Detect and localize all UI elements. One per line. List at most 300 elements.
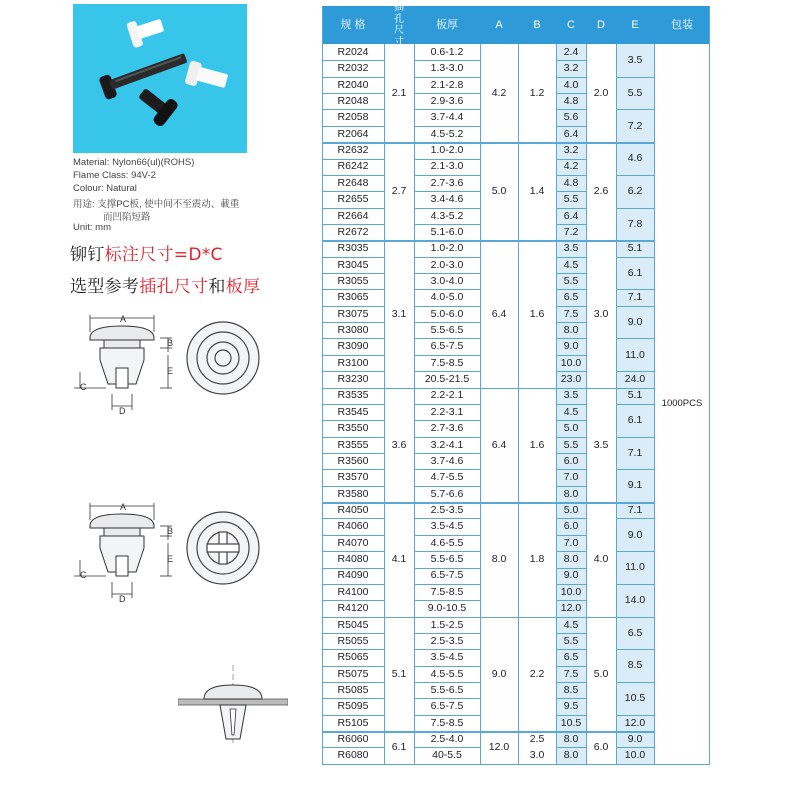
e-line — [616, 518, 654, 519]
cell-thickness: 6.5-7.5 — [430, 340, 464, 353]
row-line — [556, 469, 586, 470]
cell-spec: R2064 — [337, 127, 369, 140]
cell-e: 5.1 — [627, 389, 643, 402]
cell-c: 5.5 — [563, 634, 579, 647]
col-line — [518, 44, 519, 764]
row-line — [414, 649, 480, 650]
cell-c: 6.5 — [563, 291, 579, 304]
cell-thickness: 4.0-5.0 — [430, 291, 464, 304]
cell-c: 10.0 — [560, 356, 582, 369]
cell-e: 5.5 — [627, 86, 643, 99]
row-line — [556, 208, 586, 209]
row-line — [322, 208, 384, 209]
cell-spec: R4100 — [337, 585, 369, 598]
edge-line — [709, 6, 710, 764]
e-line — [616, 437, 654, 438]
row-line — [322, 437, 384, 438]
row-line — [556, 600, 586, 601]
cell-c: 8.0 — [563, 733, 579, 746]
cell-c: 12.0 — [560, 602, 582, 615]
cell-thickness: 3.5-4.5 — [430, 651, 464, 664]
row-line — [556, 289, 586, 290]
row-line — [414, 486, 480, 487]
cell-thickness: 3.5-4.5 — [430, 520, 464, 533]
cell-d: 3.5 — [593, 438, 609, 451]
cell-spec: R2672 — [337, 225, 369, 238]
cell-thickness: 5.5-6.5 — [430, 553, 464, 566]
col-line — [586, 44, 587, 764]
product-photo — [73, 4, 247, 153]
dim-label-b: B — [167, 338, 174, 348]
e-line — [616, 257, 654, 258]
row-line — [414, 77, 480, 78]
cell-thickness: 5.5-6.5 — [430, 324, 464, 337]
cell-thickness: 2.9-3.6 — [430, 95, 464, 107]
cell-c: 6.0 — [563, 454, 579, 467]
cell-spec: R5075 — [337, 667, 369, 680]
cell-thickness: 5.7-6.6 — [430, 487, 464, 500]
header-hole-size: 插孔尺寸 — [394, 2, 404, 48]
row-line — [322, 535, 384, 536]
row-line — [556, 338, 586, 339]
cell-spec: R3055 — [337, 274, 369, 287]
cell-thickness: 4.5-5.5 — [430, 667, 464, 680]
cell-c: 5.5 — [563, 274, 579, 287]
row-line — [322, 469, 384, 470]
cell-spec: R5055 — [337, 634, 369, 647]
callout-and: 和 — [208, 277, 226, 297]
cell-spec: R6080 — [337, 749, 369, 762]
cell-hole: 4.1 — [391, 553, 407, 566]
group-line — [322, 731, 654, 733]
edge-line — [322, 6, 323, 764]
cell-spec: R6060 — [337, 733, 369, 746]
cell-spec: R3555 — [337, 438, 369, 451]
cell-spec: R3080 — [337, 324, 369, 337]
row-line — [322, 584, 384, 585]
row-line — [556, 175, 586, 176]
row-line — [556, 747, 586, 748]
cell-thickness: 5.1-6.0 — [430, 225, 464, 238]
group-line — [322, 388, 654, 390]
group-line — [322, 240, 654, 242]
e-line — [616, 306, 654, 307]
cell-spec: R5045 — [337, 618, 369, 631]
dim-label-d: D — [119, 594, 126, 604]
row-line — [414, 109, 480, 110]
cell-a: 8.0 — [491, 553, 507, 566]
row-line — [414, 453, 480, 454]
cell-spec: R3090 — [337, 340, 369, 353]
cell-hole: 3.6 — [391, 438, 407, 451]
cell-c: 7.5 — [563, 667, 579, 680]
cell-b: 1.6 — [529, 438, 545, 451]
cell-e: 12.0 — [624, 716, 646, 729]
cell-spec: R4060 — [337, 520, 369, 533]
row-line — [556, 518, 586, 519]
row-line — [322, 551, 384, 552]
row-line — [556, 715, 586, 716]
row-line — [322, 518, 384, 519]
cell-c: 9.5 — [563, 700, 579, 713]
col-line — [556, 44, 557, 764]
cell-spec: R2032 — [337, 62, 369, 75]
row-line — [322, 420, 384, 421]
row-line — [322, 126, 384, 127]
row-line — [414, 747, 480, 748]
cell-hole: 3.1 — [391, 307, 407, 320]
cell-spec: R4070 — [337, 536, 369, 549]
cell-thickness: 2.2-3.1 — [430, 405, 464, 418]
row-line — [556, 584, 586, 585]
e-line — [616, 584, 654, 585]
cell-d: 6.0 — [593, 741, 609, 754]
row-line — [556, 551, 586, 552]
cell-spec: R3035 — [337, 242, 369, 255]
dim-label-b: B — [167, 526, 174, 536]
cell-e: 9.0 — [627, 528, 643, 541]
e-line — [616, 469, 654, 470]
callout-hole-size: 插孔尺寸 — [139, 277, 209, 297]
cell-d: 3.0 — [593, 307, 609, 320]
row-line — [414, 698, 480, 699]
cell-spec: R3560 — [337, 454, 369, 467]
spec-table — [322, 2, 710, 791]
row-line — [414, 584, 480, 585]
e-line — [616, 747, 654, 748]
rivet-top-drawing-2 — [183, 508, 263, 588]
cell-c: 5.5 — [563, 438, 579, 451]
row-line — [322, 289, 384, 290]
cell-a: 6.4 — [491, 438, 507, 451]
cell-thickness: 1.0-2.0 — [430, 144, 464, 157]
e-line — [616, 649, 654, 650]
e-line — [616, 77, 654, 78]
row-line — [556, 437, 586, 438]
row-line — [414, 666, 480, 667]
e-line — [616, 175, 654, 176]
callout-selection — [70, 272, 260, 297]
row-line — [414, 273, 480, 274]
cell-c: 2.4 — [563, 45, 579, 58]
cell-spec: R2024 — [337, 45, 369, 58]
cell-c: 4.5 — [563, 618, 579, 631]
group-line — [322, 502, 654, 504]
row-line — [322, 77, 384, 78]
cell-thickness: 2.1-2.8 — [430, 78, 464, 91]
cell-c: 6.5 — [563, 651, 579, 664]
cell-c: 4.5 — [563, 258, 579, 271]
cell-e: 7.8 — [627, 217, 643, 230]
cell-hole: 5.1 — [391, 667, 407, 680]
cell-c: 4.8 — [563, 176, 579, 189]
row-line — [556, 77, 586, 78]
dim-label-c: C — [80, 382, 87, 392]
cell-thickness: 4.5-5.2 — [430, 127, 464, 140]
cell-b: 2.2 — [529, 667, 545, 680]
cell-a: 9.0 — [491, 667, 507, 680]
cell-thickness: 2.1-3.0 — [430, 160, 464, 173]
row-line — [322, 682, 384, 683]
cell-spec: R3570 — [337, 471, 369, 484]
cell-e: 14.0 — [624, 593, 646, 606]
col-line — [654, 44, 655, 764]
cell-spec: R4050 — [337, 504, 369, 516]
cell-thickness: 3.7-4.4 — [430, 111, 464, 124]
row-line — [414, 355, 480, 356]
col-line — [414, 44, 415, 764]
row-line — [556, 486, 586, 487]
row-line — [322, 453, 384, 454]
row-line — [556, 371, 586, 372]
group-line — [322, 617, 654, 619]
dim-label-c: C — [80, 570, 87, 580]
cell-b: 1.6 — [529, 307, 545, 320]
callout-dimension — [70, 240, 223, 265]
cell-hole: 2.1 — [391, 86, 407, 99]
cell-e: 7.1 — [627, 446, 643, 459]
dim-label-e: E — [167, 366, 174, 376]
cell-spec: R3545 — [337, 405, 369, 418]
row-line — [322, 666, 384, 667]
cell-thickness: 7.5-8.5 — [430, 356, 464, 369]
cell-spec: R5105 — [337, 716, 369, 729]
row-line — [414, 224, 480, 225]
row-line — [414, 535, 480, 536]
row-line — [556, 322, 586, 323]
cell-c: 6.4 — [563, 127, 579, 140]
row-line — [556, 355, 586, 356]
row-line — [414, 60, 480, 61]
header-d: D — [597, 18, 605, 31]
e-line — [616, 338, 654, 339]
row-line — [556, 633, 586, 634]
cell-a: 6.4 — [491, 307, 507, 320]
cell-e: 24.0 — [624, 373, 646, 386]
cell-c: 3.5 — [563, 389, 579, 402]
cell-c: 9.0 — [563, 569, 579, 582]
cell-spec: R2632 — [337, 144, 369, 157]
header-a: A — [495, 18, 503, 31]
cell-c: 9.0 — [563, 340, 579, 353]
row-line — [556, 159, 586, 160]
cell-e: 11.0 — [625, 348, 645, 361]
row-line — [414, 289, 480, 290]
row-line — [414, 715, 480, 716]
cell-e: 6.5 — [627, 626, 643, 639]
material-text: Material: Nylon66(ul)(ROHS) — [73, 157, 195, 168]
cell-d: 2.0 — [593, 86, 609, 99]
cell-d: 4.0 — [593, 553, 609, 566]
row-line — [322, 715, 384, 716]
cell-thickness: 4.6-5.5 — [430, 536, 464, 549]
cell-spec: R2048 — [337, 95, 369, 107]
row-line — [322, 404, 384, 405]
cell-thickness: 0.6-1.2 — [430, 45, 464, 58]
cell-thickness: 2.0-3.0 — [430, 258, 464, 271]
cell-spec: R2040 — [337, 78, 369, 91]
cell-c: 4.2 — [563, 160, 579, 173]
cell-a: 5.0 — [491, 184, 507, 197]
cell-spec: R3100 — [337, 356, 369, 369]
rivet-installed-drawing — [178, 665, 288, 745]
cell-thickness: 20.5-21.5 — [424, 373, 470, 386]
cell-c: 23.0 — [560, 373, 582, 386]
row-line — [322, 698, 384, 699]
cell-e: 9.0 — [627, 315, 643, 328]
colour-text: Colour: Natural — [73, 183, 137, 194]
row-line — [414, 600, 480, 601]
cell-thickness: 3.7-4.6 — [430, 454, 464, 467]
cell-c: 8.0 — [563, 553, 579, 566]
row-line — [414, 93, 480, 94]
cell-e: 8.5 — [627, 659, 643, 672]
cell-thickness: 3.4-4.6 — [430, 193, 464, 206]
col-line — [616, 44, 617, 764]
row-line — [556, 306, 586, 307]
cell-e: 6.1 — [627, 414, 643, 427]
cell-c: 4.8 — [563, 95, 579, 107]
row-line — [414, 682, 480, 683]
row-line — [322, 273, 384, 274]
cell-thickness: 2.7-3.6 — [430, 176, 464, 189]
cell-c: 6.4 — [563, 209, 579, 222]
row-line — [322, 371, 384, 372]
cell-spec: R2648 — [337, 176, 369, 189]
cell-spec: R3075 — [337, 307, 369, 320]
cell-b: 1.2 — [529, 86, 545, 99]
cell-spec: R2058 — [337, 111, 369, 124]
header-c: C — [567, 18, 575, 31]
cell-c: 7.2 — [563, 225, 579, 238]
row-line — [322, 93, 384, 94]
cell-c: 4.0 — [563, 78, 579, 91]
row-line — [556, 404, 586, 405]
cell-spec: R3550 — [337, 422, 369, 435]
row-line — [556, 453, 586, 454]
cell-spec: R5065 — [337, 651, 369, 664]
row-line — [322, 486, 384, 487]
unit-text: Unit: mm — [73, 222, 111, 233]
row-line — [556, 224, 586, 225]
row-line — [322, 747, 384, 748]
cell-c: 10.5 — [560, 716, 582, 729]
row-line — [322, 306, 384, 307]
cell-c: 3.2 — [563, 144, 579, 157]
header-board-thickness: 板厚 — [436, 18, 458, 31]
rivet-top-drawing-1 — [183, 318, 263, 398]
row-line — [414, 208, 480, 209]
row-line — [322, 568, 384, 569]
row-line — [414, 518, 480, 519]
cell-spec: R3230 — [337, 373, 369, 386]
cell-e: 9.1 — [627, 479, 643, 492]
cell-spec: R4080 — [337, 553, 369, 566]
row-line — [556, 109, 586, 110]
cell-thickness: 40-5.5 — [432, 749, 462, 762]
row-line — [414, 633, 480, 634]
cell-thickness: 5.5-6.5 — [430, 683, 464, 696]
cell-packing: 1000PCS — [661, 398, 703, 410]
cell-b: 2.5 — [529, 733, 545, 746]
row-line — [322, 109, 384, 110]
row-line — [556, 93, 586, 94]
cell-c: 5.6 — [563, 111, 579, 124]
callout-selection-ref: 选型参考 — [70, 277, 140, 297]
cell-c: 7.5 — [563, 307, 579, 320]
row-line — [556, 60, 586, 61]
cell-thickness: 9.0-10.5 — [427, 602, 467, 615]
header-b: B — [533, 18, 541, 31]
cell-c: 3.5 — [563, 242, 579, 255]
row-line — [556, 568, 586, 569]
cell-c: 7.0 — [563, 536, 579, 549]
row-line — [556, 273, 586, 274]
cell-thickness: 2.5-3.5 — [430, 504, 464, 516]
cell-spec: R3535 — [337, 389, 369, 402]
cell-thickness: 6.5-7.5 — [430, 700, 464, 713]
cell-c: 8.0 — [563, 749, 579, 762]
bottom-line — [322, 764, 710, 765]
cell-spec: R2655 — [337, 193, 369, 206]
row-line — [322, 338, 384, 339]
cell-spec: R4090 — [337, 569, 369, 582]
e-line — [616, 371, 654, 372]
row-line — [414, 126, 480, 127]
col-line — [384, 44, 385, 764]
cell-spec: R2664 — [337, 209, 369, 222]
row-line — [556, 535, 586, 536]
row-line — [322, 600, 384, 601]
row-line — [414, 322, 480, 323]
cell-b: 1.4 — [529, 184, 545, 197]
row-line — [414, 437, 480, 438]
row-line — [322, 322, 384, 323]
cell-thickness: 2.7-3.6 — [430, 422, 464, 435]
cell-e: 6.1 — [627, 266, 643, 279]
row-line — [322, 60, 384, 61]
row-line — [556, 698, 586, 699]
callout-dimension-formula: 标注尺寸=D*C — [104, 245, 223, 265]
row-line — [556, 649, 586, 650]
cell-c: 3.2 — [563, 62, 579, 75]
cell-thickness: 4.7-5.5 — [430, 471, 464, 484]
rivet-side-drawing-2 — [70, 498, 190, 608]
row-line — [414, 568, 480, 569]
row-line — [414, 420, 480, 421]
dim-label-a: A — [120, 502, 127, 512]
row-line — [414, 306, 480, 307]
header-e: E — [631, 18, 639, 31]
rivet-side-drawing-1 — [70, 310, 190, 420]
cell-thickness: 7.5-8.5 — [430, 716, 464, 729]
cell-a: 4.2 — [491, 86, 507, 99]
row-line — [556, 420, 586, 421]
cell-spec: R5095 — [337, 700, 369, 713]
cell-thickness: 1.3-3.0 — [430, 62, 464, 75]
row-line — [556, 126, 586, 127]
dim-label-d: D — [119, 406, 126, 416]
row-line — [322, 257, 384, 258]
cell-spec: R5085 — [337, 683, 369, 696]
row-line — [556, 257, 586, 258]
cell-c: 6.0 — [563, 520, 579, 533]
cell-c: 8.0 — [563, 324, 579, 337]
cell-d: 2.6 — [593, 184, 609, 197]
cell-e: 7.1 — [627, 504, 643, 516]
cell-e: 7.1 — [627, 291, 643, 304]
e-line — [616, 682, 654, 683]
